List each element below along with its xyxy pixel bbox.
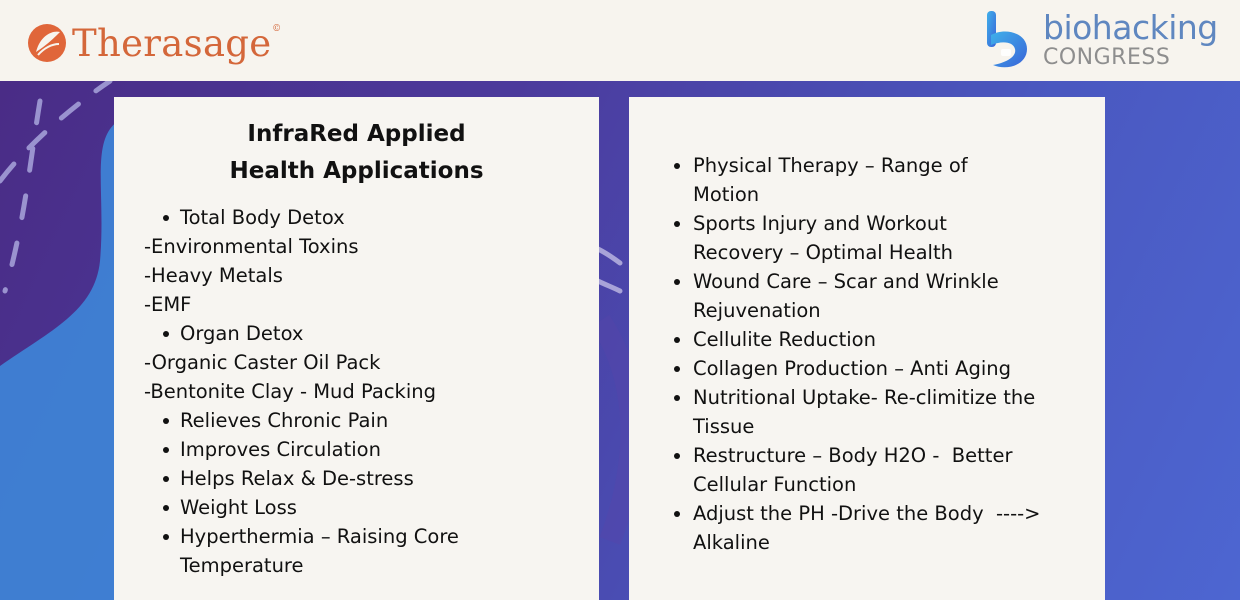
therasage-logo: [26, 20, 282, 66]
therasage-leaf-icon: [26, 22, 68, 64]
biohacking-congress-logo: [985, 9, 1218, 71]
right-card: [629, 97, 1105, 600]
biohacking-b-icon: [985, 9, 1031, 71]
registered-mark: ©: [272, 23, 282, 34]
card-title: [114, 116, 599, 190]
list-subitem: -Heavy Metals: [144, 264, 283, 287]
list-subitem: -Bentonite Clay - Mud Packing: [144, 380, 436, 403]
list-subitem: -Environmental Toxins: [144, 235, 359, 258]
list-item: Weight Loss: [144, 493, 584, 522]
list-item: Total Body Detox: [144, 203, 584, 232]
list-item: Physical Therapy – Range of Motion: [674, 151, 1003, 209]
title-line-2: Health Applications: [229, 158, 484, 184]
biohacking-wordmark: biohacking: [1043, 8, 1218, 47]
list-item: Helps Relax & De-stress: [144, 464, 584, 493]
title-line-1: InfraRed Applied: [247, 121, 466, 147]
list-item: Cellulite Reduction: [674, 325, 1094, 354]
list-item: Wound Care – Scar and Wrinkle Rejuvenation: [674, 267, 1053, 325]
header-bar: [0, 0, 1240, 81]
list-subitem: -Organic Caster Oil Pack: [144, 351, 381, 374]
list-item: Collagen Production – Anti Aging: [674, 354, 1094, 383]
right-applications-list: [674, 151, 1094, 557]
list-item: Restructure – Body H2O - Better Cellular Function: [674, 441, 1063, 499]
therasage-wordmark: Therasage ©: [72, 21, 282, 65]
list-item: Relieves Chronic Pain: [144, 406, 584, 435]
congress-wordmark: CONGRESS: [1043, 45, 1171, 70]
list-item: Nutritional Uptake- Re-climitize the Tissue: [674, 383, 1053, 441]
left-applications-list: [144, 203, 584, 580]
list-item: Improves Circulation: [144, 435, 584, 464]
list-item: Sports Injury and Workout Recovery – Optimal Health: [674, 209, 993, 267]
list-item: Hyperthermia – Raising Core Temperature: [144, 522, 490, 580]
left-card: [114, 97, 599, 600]
list-item: Organ Detox: [144, 319, 584, 348]
list-subitem: -EMF: [144, 293, 192, 316]
list-item: Adjust the PH -Drive the Body ----> Alkaline: [674, 499, 1063, 557]
